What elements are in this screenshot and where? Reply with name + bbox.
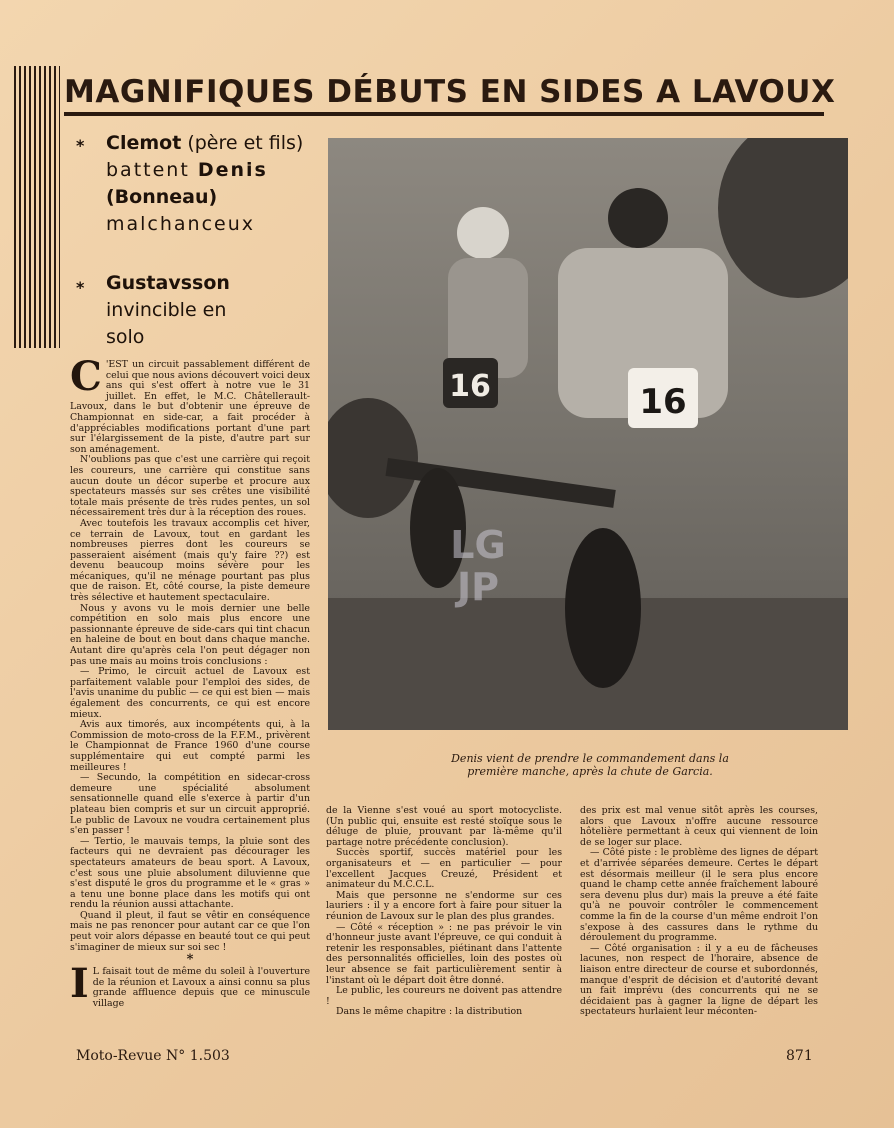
paragraph: Nous y avons vu le mois dernier une belle compétition en solo mais plus encore une passionnante épreuve de side-cars qui tint chacun en haleine de bout en bout dans chaque manche. Autant dire qu'après cela l'on peut dégager non pas une mais au moins trois conclusions : [70, 602, 310, 667]
watermark-top: LG [450, 523, 506, 567]
paragraph: Quand il pleut, il faut se vêtir en conséquence mais ne pas renoncer pour autant car ce que l'on peut voir alors dépasse en beauté tout ce qui peut s'imaginer de mieux sur soi sec ! [70, 909, 310, 953]
decorative-stripes [14, 66, 60, 348]
deck-name-denis: Denis [197, 159, 268, 181]
paragraph: — Tertio, le mauvais temps, la pluie sont des facteurs qui ne devraient pas décourager les spectateurs amateurs de beau sport. A Lavoux, c'est sous une pluie absolument diluvienne que s'est disputé le gros du programme et le « gras » a tenu une bonne place dans les motifs qui ont rendu la réunion aussi attachante. [70, 835, 310, 911]
drop-cap: I [70, 960, 89, 1008]
paragraph: — Secundo, la compétition en sidecar-cross demeure une spécialité absolument sensationnelle quand elle s'exerce à partir d'un plateau bien compris et sur un circuit approprié. Le public de Lavoux ne voudra certainement plus s'en passer ! [70, 772, 310, 837]
paragraph: Le public, les coureurs ne doivent pas attendre ! [326, 985, 562, 1007]
paragraph: L faisait tout de même du soleil à l'ouverture de la réunion et Lavoux a ainsi connu sa plus grande affluence depuis que ce minuscule village [92, 966, 310, 1010]
watermark-bottom: JP [457, 565, 499, 609]
deck-text: invincible en [106, 299, 227, 321]
sidecar-photo [328, 138, 848, 730]
star-icon: * [76, 278, 85, 297]
paragraph: de la Vienne s'est voué au sport motocycliste. (Un public qui, ensuite est resté stoïque sous le déluge de pluie, prouvant par là-même qu'il partage notre précédente conclusion). [326, 805, 562, 848]
drop-cap: C [70, 353, 102, 400]
paragraph: Dans le même chapitre : la distribution [336, 1006, 523, 1018]
deck-text: (père et fils) [181, 132, 304, 154]
deck-text: solo [106, 326, 145, 348]
paragraph: Succès sportif, succès matériel pour les organisateurs et — en particulier — pour l'excellent Jacques Creuzé, Président et animateur du M.C.C.L. [326, 847, 562, 891]
paragraph: — Côté piste : le problème des lignes de départ et d'arrivée séparées demeure. Certes le départ est désormais meilleur (il le sera plus encore quand le champ cette année fraîchement labouré sera devenu plus dur) mais la preuve a été faite qu'à ne pouvoir contrôler le commencement comme la fin de la course d'un même endroit l'on s'expose à des cassures dans le rythme du déroulement du programme. [580, 847, 818, 944]
deck-item-2 [76, 270, 316, 351]
paragraph: Avis aux timorés, aux incompétents qui, à la Commission de moto-cross de la F.F.M., privèrent le Championnat de France 1960 d'une course supplémentaire qui eut compté parmi les meilleures ! [70, 719, 310, 773]
deck-text: battent [106, 159, 198, 181]
deck-text: malchanceux [106, 213, 256, 235]
article-column-3 [580, 806, 818, 1018]
deck-item-1 [76, 130, 316, 238]
paragraph: 'EST un circuit passablement différent de celui que nous avions découvert voici deux ans qui s'est offert à notre vue le 31 juillet. En effet, le M.C. Châtellerault-Lavoux, dans le but d'obtenir une épreuve de Championnat en side-car, a fait procéder à d'appréciables modifications portant d'une part sur l'élargissement de la piste, d'autre part sur son aménagement. [70, 359, 310, 455]
paragraph: — Primo, le circuit actuel de Lavoux est parfaitement valable pour l'emploi des sides, de l'avis unanime du public — ce qui est bien — mais également des concurrents, ce qui est encore mieux. [70, 666, 310, 720]
paragraph: N'oublions pas que c'est une carrière qui reçoit les coureurs, une carrière qui constitue sans aucun doute un décor superbe et procure aux spectateurs massés sur ses crêtes une visibilité totale mais présente de très rudes pentes, un sol nécessairement très dur à la réception des roues. [70, 454, 310, 519]
photo-caption: Denis vient de prendre le commandement dans la première manche, après la chute de Garcia. [451, 752, 729, 778]
plate-number-left: 16 [449, 369, 491, 404]
paragraph: Mais que personne ne s'endorme sur ces lauriers : il y a encore fort à faire pour situer la réunion de Lavoux sur le plan des plus grandes. [326, 889, 562, 922]
headline: MAGNIFIQUES DÉBUTS EN SIDES A LAVOUX [64, 74, 824, 116]
deck-text: (Bonneau) [106, 186, 218, 208]
paragraph: des prix est mal venue sitôt après les courses, alors que Lavoux n'offre aucune ressource hôtelière permettant à ceux qui viennent de loin de se loger sur place. [580, 805, 818, 848]
deck-name-gustavsson: Gustavsson [106, 272, 230, 294]
paragraph: Avec toutefois les travaux accomplis cet hiver, ce terrain de Lavoux, tout en gardant les nombreuses pierres dont les coureurs se passeraient aisément (mais qu'y faire ??) est devenu beaucoup moins sévère pour les mécaniques, qu'il ne ménage pourtant pas plus que de raison. Et, côté course, la piste demeure très sélective et hautement spectaculaire. [70, 517, 310, 604]
section-separator: * [186, 952, 194, 968]
star-icon: * [76, 136, 85, 155]
plate-number-right: 16 [639, 382, 687, 422]
article-column-1 [70, 353, 310, 1010]
paragraph: — Côté « réception » : ne pas prévoir le vin d'honneur juste avant l'épreuve, ce qui conduit à retenir les responsables, piétinant dans l'attente des personnalités officielles, loin des postes où leur absence se fait particulièrement sentir à l'instant où le départ doit être donné. [326, 921, 562, 986]
article-column-2 [326, 806, 562, 1018]
magazine-issue: Moto-Revue N° 1.503 [76, 1048, 230, 1064]
deck-name-clemot: Clemot [106, 132, 182, 154]
paragraph: — Côté organisation : il y a eu de fâcheuses lacunes, non respect de l'horaire, absence de liaison entre directeur de course et subordonnés, manque d'esprit de décision et d'autorité devant un fait imprévu (des concurrents qui ne se décidaient pas à gagner la ligne de départ les spectateurs hurlaient leur méconten- [580, 942, 818, 1018]
page-number: 871 [786, 1048, 813, 1064]
